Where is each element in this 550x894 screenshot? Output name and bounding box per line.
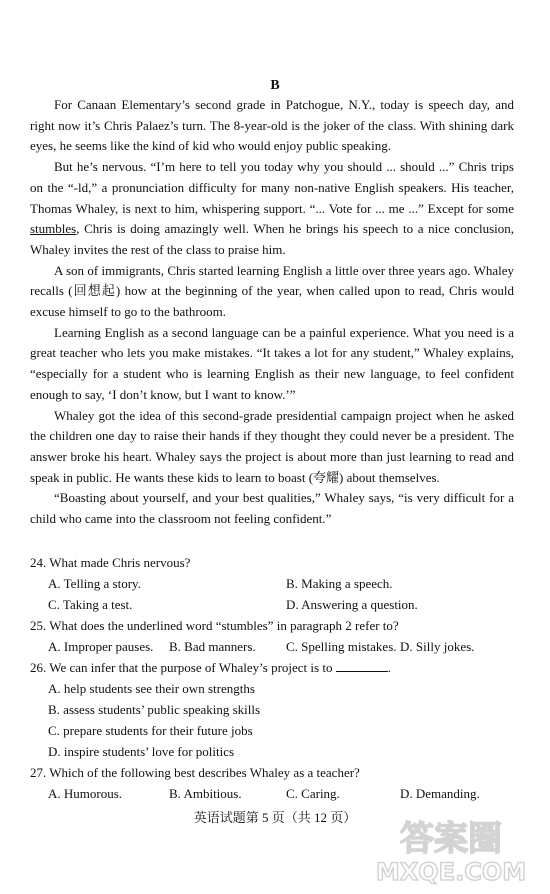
paragraph-2-start: But he’s nervous. “I’m here to tell you today why you should ... should ...” Chris trips on the “-ld,” a pronunciation difficulty for many non-native English speakers. His teacher, Thomas Whaley, is next to him, whispering support. “... Vote for ... me ...” Except for some	[30, 159, 514, 216]
question-list	[30, 553, 514, 805]
paragraph-4: Learning English as a second language can be a painful experience. What you need is a great teacher who lets you make mistakes. “It takes a lot for any student,” Whaley explains, “especially for a student who is learning English as their new language, to feel confident enough to say, ‘I don’t know, but I want to know.’”	[30, 324, 514, 402]
paragraph-6: “Boasting about yourself, and your best qualities,” Whaley says, “is very difficult for a child who came into the classroom not feeling confident.”	[30, 490, 514, 527]
question-24-option-a: A. Telling a story.	[48, 576, 141, 591]
question-24-options-row1	[30, 574, 514, 595]
question-27-option-b: B. Ambitious.	[169, 786, 242, 801]
reading-passage	[30, 95, 514, 530]
question-24-options-row2	[30, 595, 514, 616]
question-25-stem: 25. What does the underlined word “stumbles” in paragraph 2 refer to?	[30, 618, 399, 633]
question-26-stem: 26. We can infer that the purpose of Whaley’s project is to	[30, 660, 333, 675]
question-25-options-row	[30, 637, 514, 658]
watermark-title: 答案圈	[400, 819, 502, 859]
section-label: B	[270, 78, 280, 93]
question-27-option-c: C. Caring.	[286, 786, 340, 801]
question-26-stem-row	[30, 658, 514, 679]
underlined-word-stumbles: stumbles	[30, 221, 77, 237]
paragraph-2	[30, 157, 514, 261]
question-26-option-a: A. help students see their own strengths	[48, 681, 255, 696]
page-footer: 英语试题第 5 页（共 12 页）	[193, 810, 357, 825]
question-27-option-a: A. Humorous.	[48, 786, 123, 801]
question-24-option-d: D. Answering a question.	[286, 597, 418, 612]
question-25-option-d: D. Silly jokes.	[400, 639, 475, 654]
paragraph-3: A son of immigrants, Chris started learning English a little over three years ago. Whaley recalls (回想起) how at the beginning of the year, when called upon to read, Chris would excuse himself to go to the bathroom.	[30, 262, 514, 320]
question-25-option-a: A. Improper pauses.	[48, 639, 154, 654]
question-26-option-d: D. inspire students’ love for politics	[48, 744, 235, 759]
watermark-domain: MXQE.COM	[375, 858, 527, 886]
paragraph-1: For Canaan Elementary’s second grade in Patchogue, N.Y., today is speech day, and right now it’s Chris Palaez’s turn. The 8-year-old is the joker of the class. With shining dark eyes, he seems like the kind of kid who would enjoy public speaking.	[30, 97, 514, 154]
paragraph-2-end: , Chris is doing amazingly well. When he brings his speech to a nice conclusion, Whaley invites the rest of the class to praise him.	[30, 221, 514, 257]
question-26-option-c: C. prepare students for their future jobs	[48, 723, 253, 738]
question-27-stem: 27. Which of the following best describes Whaley as a teacher?	[30, 765, 360, 780]
question-26-option-b: B. assess students’ public speaking skills	[48, 702, 261, 717]
watermark-logo	[366, 810, 536, 888]
question-27-options-row	[30, 784, 514, 805]
question-24-option-b: B. Making a speech.	[286, 576, 393, 591]
question-25-option-c: C. Spelling mistakes.	[286, 639, 397, 654]
question-27-option-d: D. Demanding.	[400, 786, 480, 801]
paragraph-5: Whaley got the idea of this second-grade presidential campaign project when he asked the children one day to raise their hands if they thought they could never be a president. The answer broke his heart. Whaley says the project is about more than just learning to read and speak in public. He wants these kids to learn to boast (夸耀) about themselves.	[30, 407, 514, 485]
question-24-option-c: C. Taking a test.	[48, 597, 133, 612]
question-26-stem-end: .	[387, 660, 391, 675]
question-24-stem: 24. What made Chris nervous?	[30, 555, 191, 570]
answer-blank	[336, 658, 388, 672]
question-25-option-b: B. Bad manners.	[169, 639, 256, 654]
